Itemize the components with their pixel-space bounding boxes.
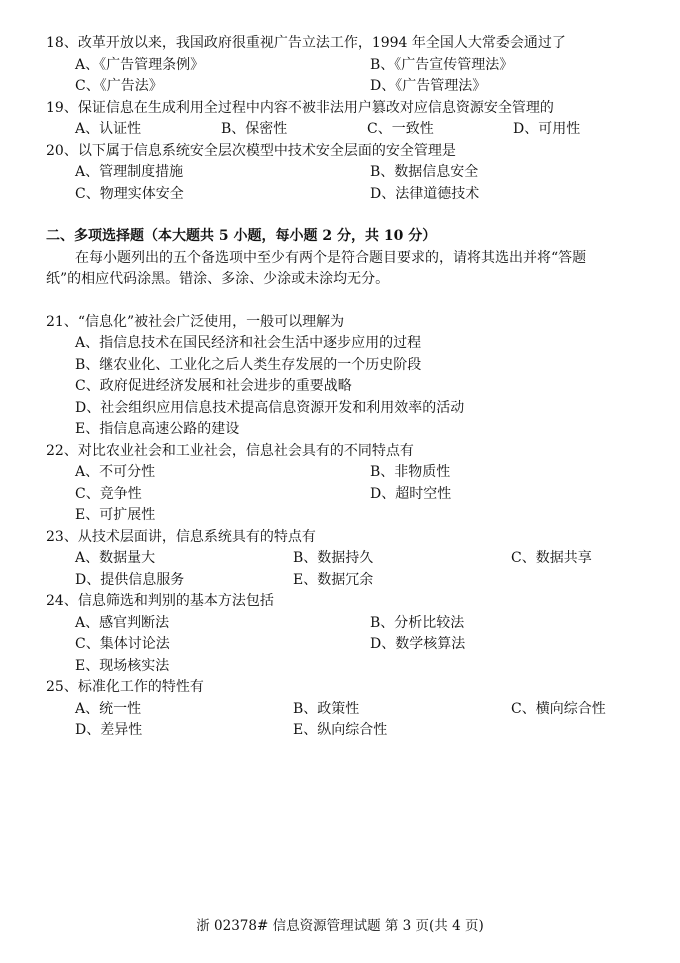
option-a: A、认证性 [75, 121, 142, 137]
exam-content [46, 33, 636, 742]
option-row [75, 699, 636, 721]
options [46, 613, 636, 678]
options [46, 699, 636, 742]
question-number: 22、 [46, 442, 78, 459]
option-d: D、超时空性 [370, 485, 452, 502]
page-footer: 浙 02378# 信息资源管理试题 第 3 页(共 4 页) [196, 918, 484, 934]
option-e: E、纵向综合性 [293, 722, 388, 738]
question-22 [46, 441, 636, 527]
question-number: 23、 [46, 528, 78, 545]
option-row [75, 720, 636, 742]
options [46, 119, 636, 141]
option-d: D、法律道德技术 [370, 185, 480, 202]
option-a: A、感官判断法 [75, 614, 170, 631]
option-row [75, 419, 636, 441]
option-row [75, 484, 636, 506]
section-instruction: 在每小题列出的五个备选项中至少有两个是符合题目要求的，请将其选出并将“答题纸”的相应代码涂黑。错涂、多涂、少涂或未涂均无分。 [46, 249, 587, 287]
option-d: D、提供信息服务 [75, 571, 185, 588]
option-d: D、差异性 [75, 722, 143, 738]
option-a: A、数据量大 [75, 550, 156, 566]
option-a: A、统一性 [75, 700, 142, 717]
option-row [75, 355, 636, 377]
option-d: D、《广告管理法》 [370, 78, 487, 94]
option-row [75, 656, 636, 678]
question-number: 18、 [46, 35, 78, 51]
option-row [75, 505, 636, 527]
option-row [75, 376, 636, 398]
question-stem [46, 312, 636, 334]
question-text: 保证信息在生成利用全过程中内容不被非法用户篡改对应信息资源安全管理的 [77, 99, 554, 116]
options [46, 462, 636, 527]
spacer [46, 205, 636, 226]
option-c: C、竞争性 [75, 485, 142, 502]
option-c: C、物理实体安全 [75, 185, 184, 202]
option-row [75, 613, 636, 635]
question-stem [46, 33, 636, 55]
option-a: A、不可分性 [75, 464, 156, 480]
options [46, 162, 636, 205]
option-row [75, 76, 636, 98]
option-e: E、可扩展性 [75, 507, 156, 523]
question-stem [46, 141, 636, 163]
option-a: A、《广告管理条例》 [75, 56, 205, 73]
option-row [75, 548, 636, 570]
option-row [75, 333, 636, 355]
question-number: 21、 [46, 313, 78, 330]
option-d: D、社会组织应用信息技术提高信息资源开发和利用效率的活动 [75, 399, 465, 416]
option-b: B、分析比较法 [370, 614, 465, 631]
question-text: 信息筛选和判别的基本方法包括 [77, 593, 274, 609]
question-stem [46, 527, 636, 549]
question-stem [46, 441, 636, 463]
option-row [75, 462, 636, 484]
option-e: E、现场核实法 [75, 657, 170, 674]
option-b: B、政策性 [293, 700, 360, 717]
option-c: C、一致性 [367, 121, 434, 137]
spacer [46, 291, 636, 312]
question-number: 20、 [46, 142, 78, 159]
option-e: E、数据冗余 [293, 571, 374, 588]
question-18 [46, 33, 636, 98]
options [46, 55, 636, 98]
option-d: D、可用性 [513, 121, 581, 137]
option-b: B、非物质性 [370, 464, 451, 480]
option-b: B、数据持久 [293, 550, 374, 566]
option-row [75, 55, 636, 77]
question-25 [46, 677, 636, 742]
option-e: E、指信息高速公路的建设 [75, 421, 240, 437]
option-b: B、《广告宣传管理法》 [370, 56, 514, 73]
options [46, 333, 636, 441]
question-stem [46, 98, 636, 120]
question-text: 对比农业社会和工业社会，信息社会具有的不同特点有 [77, 442, 414, 459]
option-c: C、政府促进经济发展和社会进步的重要战略 [75, 378, 352, 394]
option-a: A、管理制度措施 [75, 164, 184, 180]
question-text: 标准化工作的特性有 [77, 679, 204, 695]
question-stem [46, 591, 636, 613]
option-a: A、指信息技术在国民经济和社会生活中逐步应用的过程 [75, 335, 422, 351]
question-number: 24、 [46, 593, 78, 609]
option-c: C、横向综合性 [511, 700, 606, 717]
question-text: 改革开放以来，我国政府很重视广告立法工作，1994 年全国人大常委会通过了 [77, 35, 566, 51]
options [46, 548, 636, 591]
question-20 [46, 141, 636, 206]
question-number: 25、 [46, 679, 78, 695]
option-b: B、保密性 [221, 121, 288, 137]
question-number: 19、 [46, 99, 78, 116]
question-24 [46, 591, 636, 677]
option-row [75, 634, 636, 656]
option-row [75, 162, 636, 184]
option-row [75, 184, 636, 206]
option-row [75, 398, 636, 420]
question-stem [46, 677, 636, 699]
option-row [75, 570, 636, 592]
section-title: 二、多项选择题（本大题共 5 小题，每小题 2 分，共 10 分） [46, 228, 437, 244]
option-c: C、数据共享 [511, 550, 592, 566]
question-21 [46, 312, 636, 441]
option-c: C、《广告法》 [75, 78, 163, 94]
question-19 [46, 98, 636, 141]
question-23 [46, 527, 636, 592]
option-b: B、继农业化、工业化之后人类生存发展的一个历史阶段 [75, 356, 422, 373]
option-d: D、数学核算法 [370, 636, 466, 652]
option-c: C、集体讨论法 [75, 636, 170, 652]
question-text: 以下属于信息系统安全层次模型中技术安全层面的安全管理是 [77, 142, 456, 159]
question-text: 从技术层面讲，信息系统具有的特点有 [77, 528, 316, 545]
option-row [75, 119, 636, 141]
option-b: B、数据信息安全 [370, 164, 479, 180]
question-text: “信息化”被社会广泛使用，一般可以理解为 [77, 313, 345, 330]
